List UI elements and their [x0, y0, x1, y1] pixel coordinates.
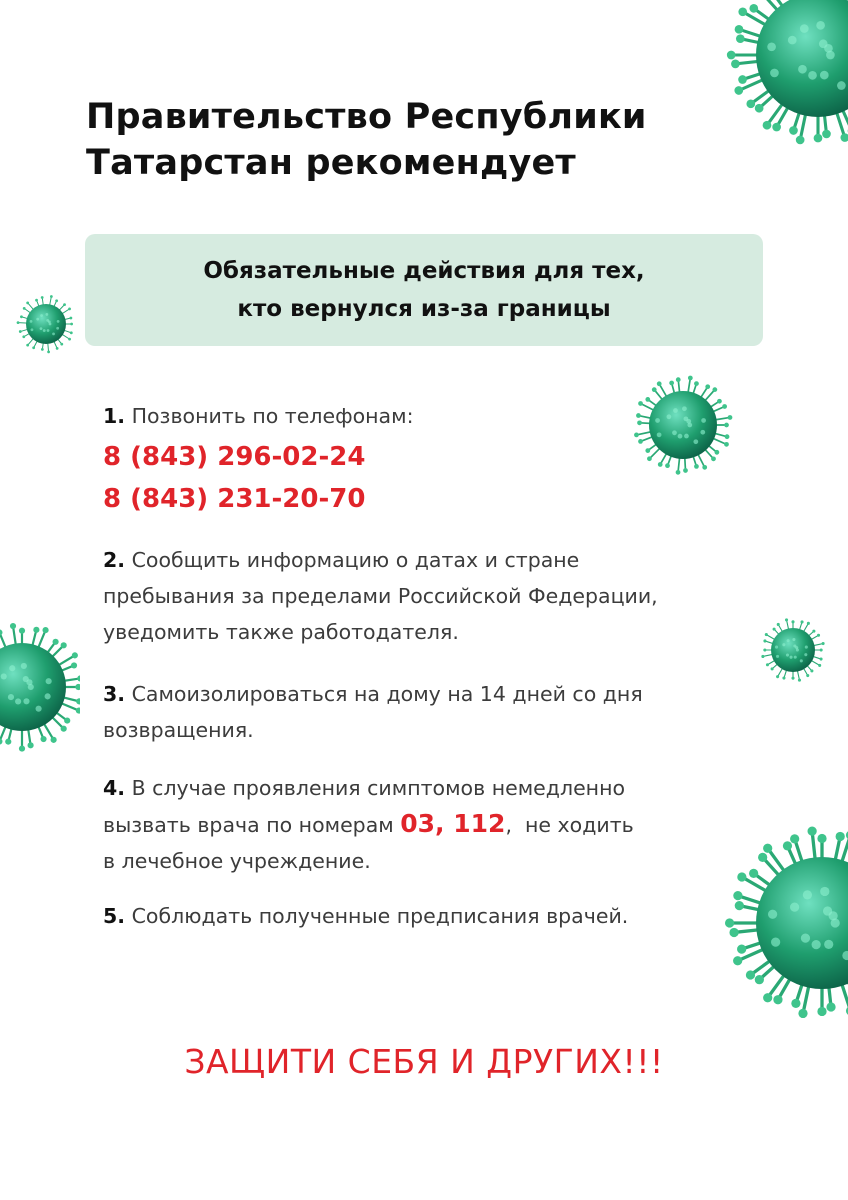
emergency-numbers[interactable]: 03, 112: [400, 809, 506, 838]
step-text-line-1: В случае проявления симптомов немедленно: [131, 776, 626, 800]
virus-half-left-icon: [0, 612, 80, 762]
info-banner: [85, 234, 763, 346]
virus-small-left-icon: [14, 292, 78, 356]
step-1: [103, 398, 753, 520]
step-text-line-2: пребывания за пределами Российской Федерации,: [103, 584, 658, 608]
step-number: 4.: [103, 776, 126, 800]
step-text-line-2: вызвать врача по номерам: [103, 813, 394, 837]
phone-number-2[interactable]: 8 (843) 231-20-70: [103, 484, 366, 514]
step-3: [103, 676, 753, 748]
banner-line-1: Обязательные действия для тех,: [203, 258, 645, 284]
step-text-line-2: возвращения.: [103, 718, 254, 742]
step-text-line-3: уведомить также работодателя.: [103, 620, 459, 644]
slogan: ЗАЩИТИ СЕБЯ И ДРУГИХ!!!: [184, 1042, 664, 1081]
step-text-line-3: в лечебное учреждение.: [103, 849, 371, 873]
step-number: 5.: [103, 904, 126, 928]
step-text-line-1: Самоизолироваться на дому на 14 дней со дня: [131, 682, 643, 706]
title-line-1: Правительство Республики: [86, 97, 647, 137]
virus-small-right-icon: [758, 615, 828, 685]
step-number: 3.: [103, 682, 126, 706]
title-line-2: Татарстан рекомендует: [86, 143, 576, 183]
step-4: [103, 770, 753, 879]
step-number: 2.: [103, 548, 126, 572]
banner-line-2: кто вернулся из-за границы: [237, 296, 611, 322]
step-5: [103, 898, 753, 934]
step-2: [103, 542, 753, 650]
step-text: Соблюдать полученные предписания врачей.: [131, 904, 629, 928]
phone-number-1[interactable]: 8 (843) 296-02-24: [103, 442, 366, 472]
step-text: Позвонить по телефонам:: [131, 404, 414, 428]
page-title: [86, 94, 726, 186]
step-text-line-2-end: , не ходить: [505, 813, 634, 837]
step-number: 1.: [103, 404, 126, 428]
step-text-line-1: Сообщить информацию о датах и стране: [131, 548, 580, 572]
